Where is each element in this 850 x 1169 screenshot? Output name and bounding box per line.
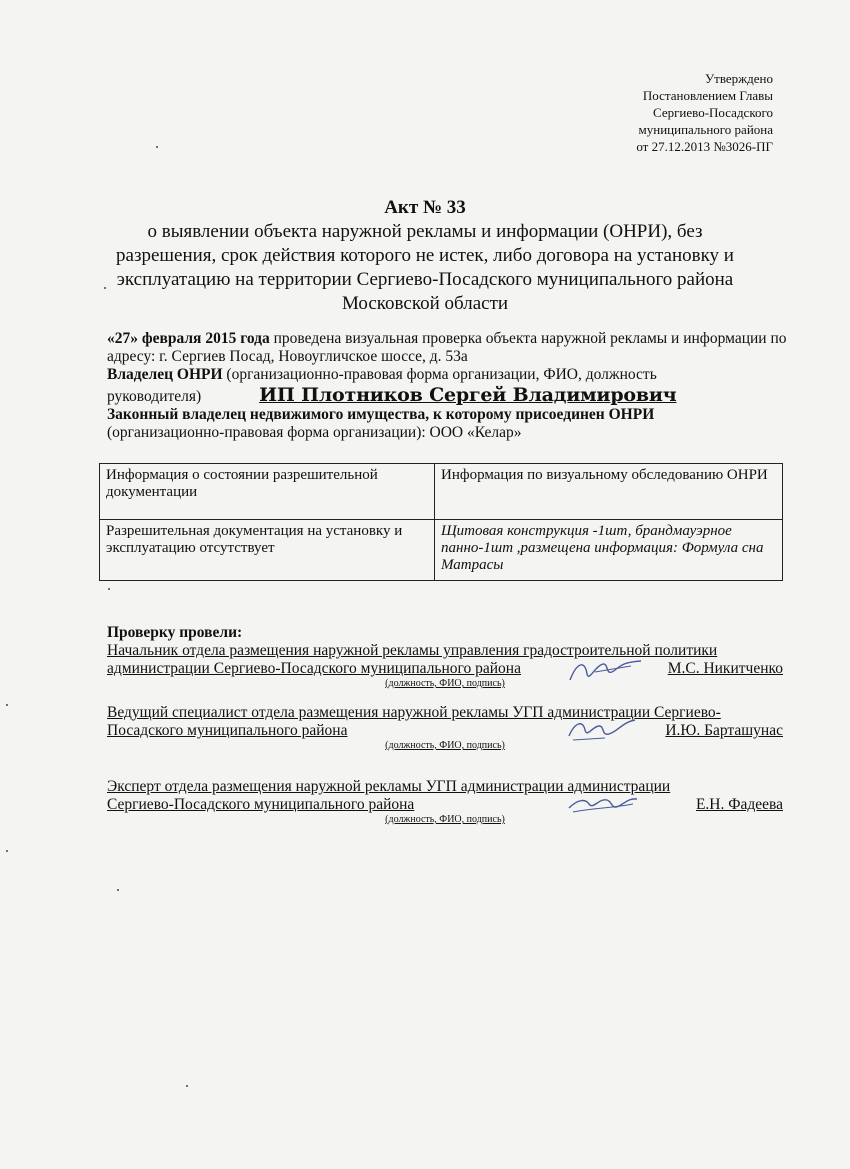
inspector-position: Ведущий специалист отдела размещения наружной рекламы УГП администрации Сергиево- <box>107 704 721 721</box>
act-title-block <box>80 196 770 316</box>
owner-label <box>107 366 787 384</box>
owner-label-line2: руководителя) <box>107 388 202 405</box>
inspectors-section <box>107 624 783 826</box>
inspector-position: Эксперт отдела размещения наружной рекламы УГП администрации администрации <box>107 778 671 795</box>
inspector-line <box>107 796 783 814</box>
table-cell-visual: Щитовая конструкция -1шт, брандмауэрное панно-1шт ,размещена информация: Формула сна Матрасы <box>435 520 783 581</box>
legal-owner-value: (организационно-правовая форма организации): ООО «Келар» <box>107 424 522 441</box>
signature-caption: (должность, ФИО, подпись) <box>385 678 505 689</box>
inspection-paragraph <box>107 330 787 366</box>
scan-speck <box>6 850 8 852</box>
inspector-entry <box>107 778 783 826</box>
owner-name: ИП Плотников Сергей Владимирович <box>259 384 677 406</box>
signature-image <box>563 790 643 820</box>
inspector-entry <box>107 704 783 752</box>
signature-caption: (должность, ФИО, подпись) <box>385 740 505 751</box>
info-table <box>99 463 783 581</box>
inspector-name: М.С. Никитченко <box>667 660 783 677</box>
inspector-name: И.Ю. Барташунас <box>665 722 783 739</box>
owner-label-rest: (организационно-правовая форма организации, ФИО, должность <box>222 366 657 383</box>
owner-line <box>107 386 787 406</box>
scan-speck <box>104 287 106 289</box>
inspector-line <box>107 660 783 678</box>
approval-line: Постановлением Главы <box>642 88 773 103</box>
approval-line: Сергиево-Посадского <box>653 105 773 120</box>
owner-label-bold: Владелец ОНРИ <box>107 366 223 383</box>
inspector-entry <box>107 642 783 690</box>
title-line: разрешения, срок действия которого не истек, либо договора на установку и <box>116 245 734 266</box>
table-header-visual: Информация по визуальному обследованию ОНРИ <box>435 464 783 520</box>
approval-line: Утверждено <box>704 71 773 86</box>
scan-speck <box>186 1085 188 1087</box>
inspector-org: администрации Сергиево-Посадского муниципального района <box>107 660 521 677</box>
inspector-line <box>107 722 783 740</box>
table-row <box>100 464 783 520</box>
inspector-org: Сергиево-Посадского муниципального района <box>107 796 415 813</box>
signature-image <box>565 656 645 686</box>
legal-owner-label: Законный владелец недвижимого имущества, к которому присоединен ОНРИ <box>107 406 655 423</box>
approval-line: от 27.12.2013 №3026-ПГ <box>636 139 773 154</box>
approval-line: муниципального района <box>638 122 773 137</box>
table-row <box>100 520 783 581</box>
inspection-text: проведена визуальная проверка объекта наружной рекламы и информации по адресу: г. Сергиев Посад, Новоугличское шоссе, д. 53а <box>107 330 787 365</box>
table-header-permits: Информация о состоянии разрешительной документации <box>100 464 435 520</box>
scan-speck <box>117 889 119 891</box>
inspection-details <box>107 330 787 442</box>
signature-image <box>565 714 645 744</box>
inspectors-heading: Проверку провели: <box>107 624 243 641</box>
scan-speck <box>6 704 8 706</box>
signature-caption: (должность, ФИО, подпись) <box>385 814 505 825</box>
act-number: Акт № 33 <box>384 197 466 218</box>
table-cell-permits: Разрешительная документация на установку и эксплуатацию отсутствует <box>100 520 435 581</box>
inspector-org: Посадского муниципального района <box>107 722 348 739</box>
inspector-name: Е.Н. Фадеева <box>695 796 783 813</box>
title-line: эксплуатацию на территории Сергиево-Посадского муниципального района <box>116 269 734 290</box>
inspector-position: Начальник отдела размещения наружной рекламы управления градостроительной политики <box>107 642 718 659</box>
title-line: Московской области <box>341 293 509 314</box>
approval-stamp <box>636 70 773 155</box>
scan-speck <box>156 146 158 148</box>
scan-speck <box>108 588 110 590</box>
inspection-date: «27» февраля 2015 года <box>107 330 270 347</box>
title-line: о выявлении объекта наружной рекламы и информации (ОНРИ), без <box>147 221 703 242</box>
